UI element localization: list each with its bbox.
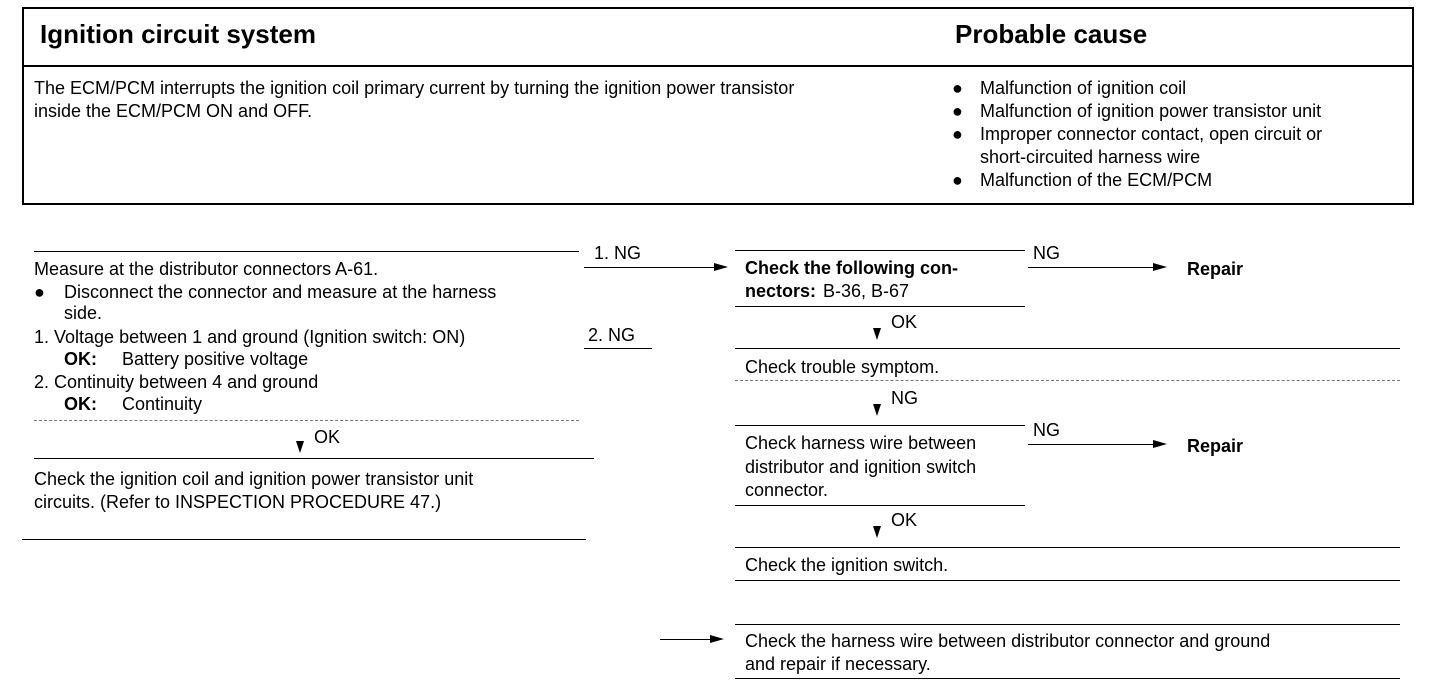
- repair-2: Repair: [1187, 436, 1244, 456]
- harness-line-1: Check harness wire between: [745, 433, 977, 453]
- ok-1-label: OK:: [64, 349, 97, 369]
- cause-item: ● Improper connector contact, open circuit or: [952, 124, 1323, 144]
- arrow-right-icon: [714, 263, 728, 271]
- ok-down-label: OK: [314, 427, 341, 447]
- check-item-1: 1. Voltage between 1 and ground (Ignition switch: ON): [34, 327, 466, 347]
- ng-1-label: NG: [1033, 243, 1060, 263]
- ground-bottom-rule: [735, 678, 1400, 679]
- ng-3-line: [1028, 444, 1153, 445]
- cause-item: ● Malfunction of ignition coil: [952, 78, 1187, 98]
- symptom-bottom-rule: [735, 380, 1400, 381]
- cause-item: ● Malfunction of ignition power transistor unit: [952, 101, 1322, 121]
- ok-2-down-label: OK: [891, 510, 918, 530]
- check-connectors-line-2a: nectors:: [745, 281, 817, 301]
- cause-item: ● Malfunction of the ECM/PCM: [952, 170, 1213, 190]
- check-item-2: 2. Continuity between 4 and ground: [34, 372, 319, 392]
- connectors-bottom-rule: [735, 306, 1025, 307]
- ok-2-label: OK:: [64, 394, 97, 414]
- harness-line-2: distributor and ignition switch: [745, 457, 977, 477]
- arrow-right-icon: [710, 635, 724, 643]
- arrow-right-icon: [1153, 263, 1167, 271]
- branch-1-line: [584, 267, 714, 268]
- measure-instruction: Measure at the distributor connectors A-61.: [34, 259, 379, 279]
- disconnect-instruction-cont: side.: [64, 303, 103, 323]
- ok-1-value: Battery positive voltage: [122, 349, 309, 369]
- symptom-top-rule: [735, 348, 1400, 349]
- arrow-down-icon: [296, 441, 304, 453]
- ignition-switch-bottom-rule: [735, 580, 1400, 581]
- ok-1-down-label: OK: [891, 312, 918, 332]
- branch-1-ng-label: 1. NG: [594, 243, 642, 263]
- cause-item-continuation: short-circuited harness wire: [980, 147, 1201, 167]
- check-connectors-line-1: Check the following con-: [745, 258, 959, 278]
- arrow-down-icon: [873, 404, 881, 416]
- connectors-top-rule: [735, 250, 1025, 251]
- check-connectors-line-2b: B-36, B-67: [823, 281, 910, 301]
- probable-cause-title: Probable cause: [955, 19, 1148, 49]
- branch-2-line: [584, 348, 652, 349]
- harness-bottom-rule: [735, 505, 1025, 506]
- ignition-switch-top-rule: [735, 547, 1400, 548]
- left-mid-rule: [34, 420, 579, 421]
- harness-line-3: connector.: [745, 480, 829, 500]
- arrow-down-icon: [873, 526, 881, 538]
- bullet-icon: ●: [34, 282, 45, 302]
- result-line-1: Check the ignition coil and ignition power transistor unit: [34, 469, 474, 489]
- probable-cause-list: [950, 77, 1414, 192]
- bullet-icon: ●: [952, 78, 963, 98]
- arrow-down-icon: [873, 328, 881, 340]
- section-title: Ignition circuit system: [40, 19, 316, 49]
- result-line-2: circuits. (Refer to INSPECTION PROCEDURE 47.): [34, 492, 442, 512]
- header-divider: [22, 65, 1414, 67]
- ng-1-line: [1028, 267, 1153, 268]
- left-result-rule: [34, 458, 594, 459]
- ignition-switch-check: Check the ignition switch.: [745, 555, 949, 575]
- ng-2-down-label: NG: [891, 388, 918, 408]
- ok-2-value: Continuity: [122, 394, 203, 414]
- branch-2-ng-label: 2. NG: [588, 325, 636, 345]
- arrow-right-icon: [1153, 440, 1167, 448]
- left-top-rule: [34, 251, 579, 252]
- ng-3-label: NG: [1033, 420, 1060, 440]
- harness-top-rule: [735, 425, 1025, 426]
- trouble-symptom: Check trouble symptom.: [745, 357, 940, 377]
- disconnect-instruction: Disconnect the connector and measure at the harness: [64, 282, 497, 302]
- bullet-icon: ●: [952, 124, 963, 144]
- description-line-1: The ECM/PCM interrupts the ignition coil primary current by turning the ignition power transistor: [34, 78, 795, 98]
- ground-top-rule: [735, 624, 1400, 625]
- description-line-2: inside the ECM/PCM ON and OFF.: [34, 101, 313, 121]
- bullet-icon: ●: [952, 170, 963, 190]
- bullet-icon: ●: [952, 101, 963, 121]
- repair-1: Repair: [1187, 259, 1244, 279]
- left-bottom-rule: [22, 539, 586, 540]
- ground-check-line-2: and repair if necessary.: [745, 654, 931, 674]
- description: [34, 77, 959, 123]
- ground-check-line-1: Check the harness wire between distributor connector and ground: [745, 631, 1271, 651]
- branch-2-entry-line: [660, 639, 710, 640]
